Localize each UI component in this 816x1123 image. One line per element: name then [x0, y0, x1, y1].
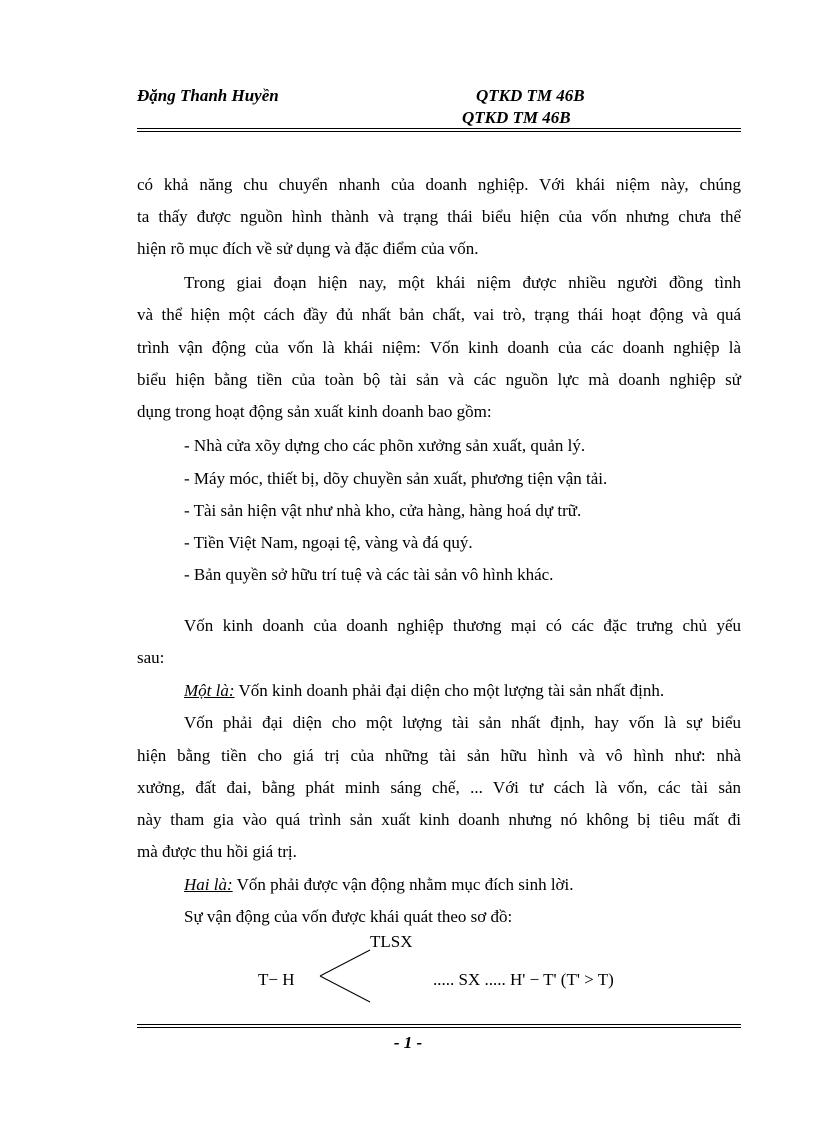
capital-flow-diagram — [250, 930, 670, 1010]
paragraph-line: sau: — [137, 648, 165, 667]
paragraph-line: này tham gia vào quá trình sản xuất kinh doanh nhưng nó không bị tiêu mất đi — [137, 810, 741, 829]
paragraph-line: hiện rõ mục đích về sử dụng và đặc điểm của vốn. — [137, 239, 479, 258]
header-rule-bottom — [137, 131, 741, 132]
paragraph-line: trình vận động của vốn là khái niệm: Vốn kinh doanh của các doanh nghiệp là — [137, 338, 741, 357]
list-item: - Bản quyền sở hữu trí tuệ và các tài sản vô hình khác. — [184, 565, 554, 584]
diagram-branch-lower — [320, 976, 370, 1002]
header-class-code-duplicate: QTKD TM 46B — [462, 108, 571, 127]
header-author: Đặng Thanh Huyền — [137, 86, 279, 105]
paragraph-line: Trong giai đoạn hiện nay, một khái niệm được nhiều người đồng tình — [184, 273, 741, 292]
point-two — [184, 873, 574, 897]
body-text — [137, 170, 741, 930]
paragraph-line: biểu hiện bằng tiền của toàn bộ tài sản và các nguồn lực mà doanh nghiệp sử — [137, 370, 741, 389]
diagram-top-branch: TLSX — [370, 932, 413, 951]
footer-rule-bottom — [137, 1027, 741, 1028]
header-class-code: QTKD TM 46B — [476, 86, 585, 105]
header-rule-top — [137, 128, 741, 129]
paragraph-line: và thể hiện một cách đầy đủ nhất bản chất, vai trò, trạng thái hoạt động và quá — [137, 305, 741, 324]
paragraph-line: hiện bằng tiền cho giá trị của những tài sản hữu hình và vô hình như: nhà — [137, 746, 741, 765]
point-one — [184, 679, 664, 703]
point-one-text: Vốn kinh doanh phải đại diện cho một lượng tài sản nhất định. — [234, 681, 665, 700]
point-two-text: Vốn phải được vận động nhằm mục đích sinh lời. — [232, 875, 574, 894]
point-one-label: Một là: — [184, 681, 235, 700]
paragraph-line: xưởng, đất đai, bằng phát minh sáng chế, ... Với tư cách là vốn, các tài sản — [137, 778, 741, 797]
paragraph-line: Sự vận động của vốn được khái quát theo sơ đồ: — [184, 907, 513, 926]
page-number: - 1 - — [393, 1033, 423, 1052]
list-item: - Tiền Việt Nam, ngoại tệ, vàng và đá quý. — [184, 533, 473, 552]
paragraph-line: có khả năng chu chuyển nhanh của doanh nghiệp. Với khái niệm này, chúng — [137, 175, 741, 194]
list-item: - Nhà cửa xõy dựng cho các phõn xưởng sản xuất, quản lý. — [184, 436, 586, 455]
paragraph-line: Vốn kinh doanh của doanh nghiệp thương mại có các đặc trưng chủ yếu — [184, 616, 741, 635]
paragraph-line: ta thấy được nguồn hình thành và trạng thái biểu hiện của vốn nhưng chưa thể — [137, 207, 741, 226]
diagram-left: T− H — [258, 970, 295, 989]
paragraph-line: mà được thu hồi giá trị. — [137, 842, 297, 861]
diagram-right: ..... SX ..... H' − T' (T' > T) — [433, 970, 614, 989]
paragraph-line: Vốn phải đại diện cho một lượng tài sản nhất định, hay vốn là sự biểu — [184, 713, 741, 732]
point-two-label: Hai là: — [184, 875, 233, 894]
diagram-branch-upper — [320, 950, 370, 976]
list-item: - Máy móc, thiết bị, dõy chuyền sản xuất, phương tiện vận tải. — [184, 469, 608, 488]
list-item: - Tài sản hiện vật như nhà kho, cửa hàng, hàng hoá dự trữ. — [184, 501, 582, 520]
diagram-branch-lines — [318, 948, 372, 1004]
footer-rule-top — [137, 1024, 741, 1025]
paragraph-line: dụng trong hoạt động sản xuất kinh doanh bao gồm: — [137, 402, 492, 421]
